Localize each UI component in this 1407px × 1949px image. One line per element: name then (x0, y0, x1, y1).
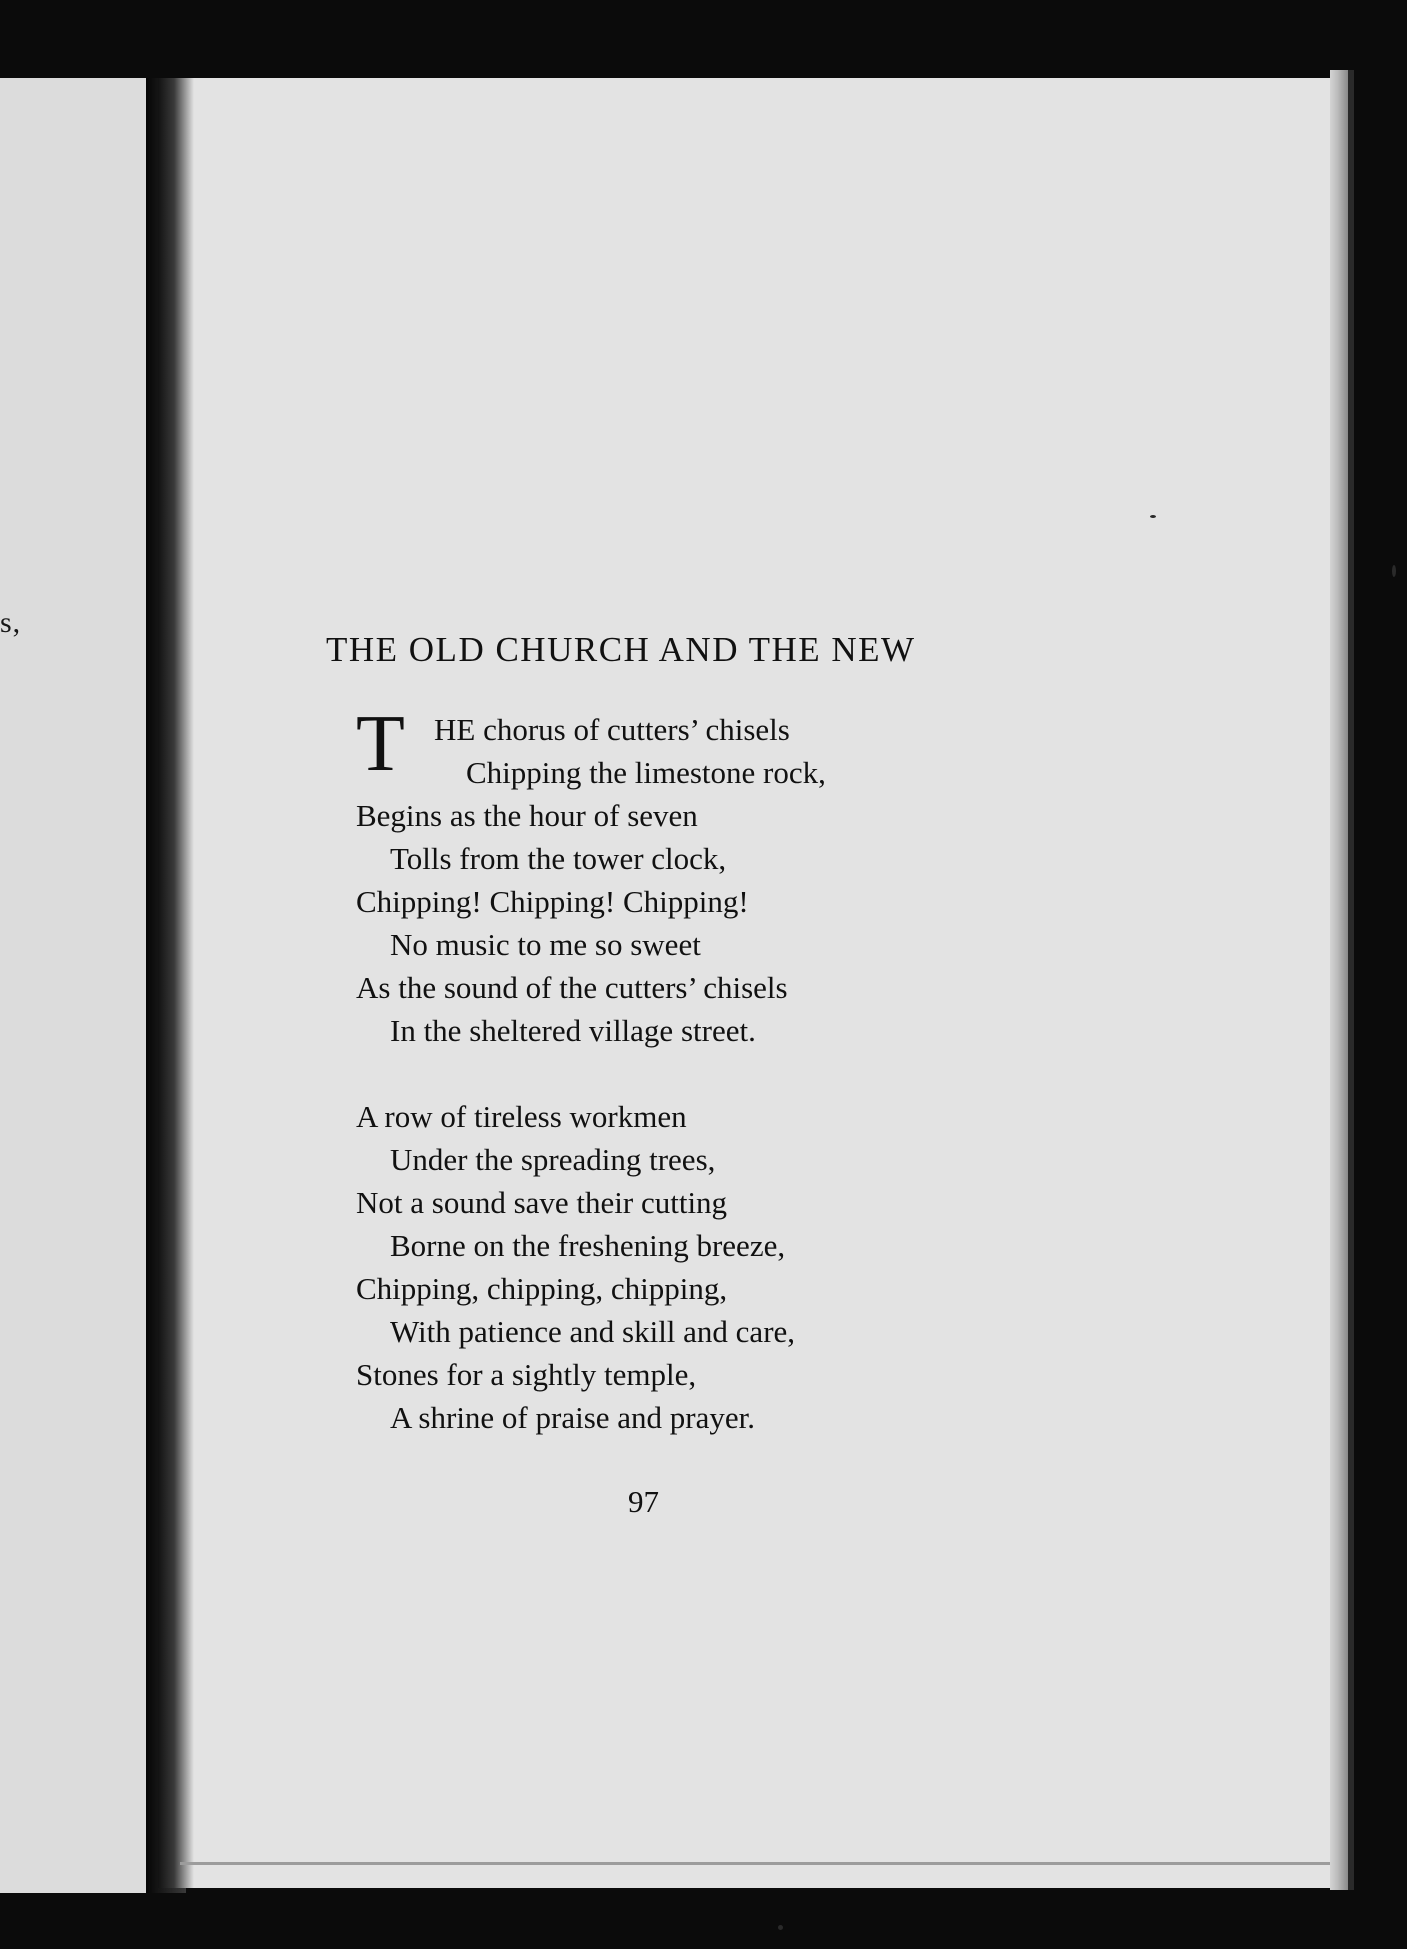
poem-line: As the sound of the cutters’ chisels (356, 970, 788, 1005)
page-number: 97 (628, 1484, 659, 1519)
poem-line: Not a sound save their cutting (356, 1185, 728, 1220)
poem-line: A shrine of praise and prayer. (390, 1400, 755, 1435)
poem-line: With patience and skill and care, (390, 1314, 796, 1349)
poem-line: Under the spreading trees, (390, 1142, 716, 1177)
poem-line-text: HE chorus of cutters’ chisels (434, 712, 790, 747)
left-page-text-fragment: s, (0, 606, 22, 639)
poem-line: Chipping the limestone rock, (466, 755, 826, 790)
stanza-2 (356, 1095, 826, 1439)
drop-cap: T (356, 700, 405, 788)
poem-line: Chipping! Chipping! Chipping! (356, 884, 749, 919)
poem-line: Chipping, chipping, chipping, (356, 1271, 728, 1306)
stanza-1 (356, 700, 826, 1052)
poem-line: In the sheltered village street. (390, 1013, 756, 1048)
poem-line: Borne on the freshening breeze, (390, 1228, 786, 1263)
poem-line: Begins as the hour of seven (356, 798, 698, 833)
poem-body (356, 700, 826, 1482)
poem-line: A row of tireless workmen (356, 1099, 687, 1134)
poem-line: No music to me so sweet (390, 927, 701, 962)
poem-line: Stones for a sightly temple, (356, 1357, 697, 1392)
poem-title: THE OLD CHURCH AND THE NEW (326, 630, 916, 669)
poem-line: Tolls from the tower clock, (390, 841, 727, 876)
